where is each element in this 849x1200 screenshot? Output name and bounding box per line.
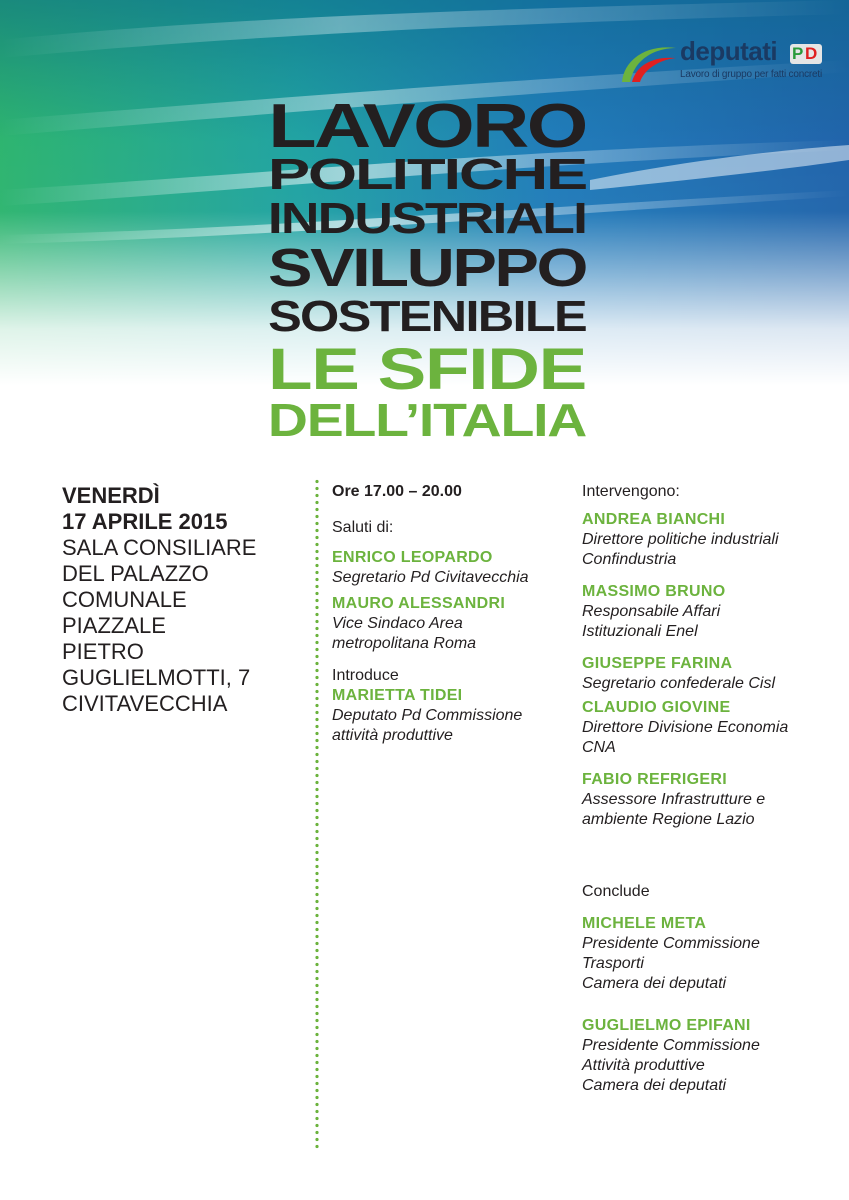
- greetings-label: Saluti di:: [332, 519, 394, 536]
- title-line-4: SVILUPPO: [268, 238, 586, 298]
- speaker-name: CLAUDIO GIOVINE: [582, 699, 731, 716]
- venue-line: SALA CONSILIARE: [62, 535, 257, 560]
- speaker-role: Responsabile Affari: [582, 603, 721, 620]
- title-line-7: DELL’ITALIA: [267, 394, 587, 446]
- speaker-name: ENRICO LEOPARDO: [332, 549, 493, 566]
- speaker-name: ANDREA BIANCHI: [582, 511, 726, 528]
- conclude-label: Conclude: [582, 883, 650, 900]
- speaker-name: FABIO REFRIGERI: [582, 771, 727, 788]
- speaker-name: GUGLIELMO EPIFANI: [582, 1017, 751, 1034]
- venue-line: PIAZZALE: [62, 613, 166, 638]
- speaker-name: MARIETTA TIDEI: [332, 687, 463, 704]
- speaker-name: GIUSEPPE FARINA: [582, 655, 733, 672]
- speaker-name: MASSIMO BRUNO: [582, 583, 726, 600]
- poster-title: [262, 92, 592, 446]
- intro-label: Introduce: [332, 667, 399, 684]
- speaker-name: MICHELE META: [582, 915, 707, 932]
- speakers-column: [582, 482, 832, 1096]
- speaker-role: attività produttive: [332, 727, 453, 744]
- venue-line: GUGLIELMOTTI, 7: [62, 665, 251, 690]
- speaker-role: ambiente Regione Lazio: [582, 811, 755, 828]
- venue-line: COMUNALE: [62, 587, 187, 612]
- speaker-role: Assessore Infrastrutture e: [582, 791, 766, 808]
- event-details: [62, 483, 302, 717]
- venue-line: DEL PALAZZO: [62, 561, 209, 586]
- event-day: VENERDÌ: [62, 483, 160, 508]
- pd-badge-p: P: [792, 44, 804, 63]
- speaker-name: MAURO ALESSANDRI: [332, 595, 506, 612]
- venue-line: CIVITAVECCHIA: [62, 691, 228, 716]
- speaker-role: Segretario confederale Cisl: [582, 675, 775, 692]
- speaker-role: metropolitana Roma: [332, 635, 477, 652]
- title-line-2: POLITICHE: [267, 150, 587, 199]
- pd-badge: [790, 44, 822, 64]
- speaker-role: Presidente Commissione: [582, 935, 760, 952]
- speaker-role: Istituzionali Enel: [582, 623, 698, 640]
- logo-tagline: Lavoro di gruppo per fatti concreti: [680, 69, 822, 80]
- speakers-label: Intervengono:: [582, 483, 680, 500]
- title-line-5: SOSTENIBILE: [268, 292, 586, 341]
- speaker-role: Vice Sindaco Area: [332, 615, 463, 632]
- speaker-role: Segretario Pd Civitavecchia: [332, 569, 529, 586]
- title-line-1: LAVORO: [268, 92, 586, 161]
- deputati-pd-logo: [618, 38, 833, 88]
- speaker-role: Presidente Commissione: [582, 1037, 760, 1054]
- pd-badge-d: D: [805, 44, 818, 63]
- speaker-role: Direttore Divisione Economia: [582, 719, 789, 736]
- speaker-role: Confindustria: [582, 551, 677, 568]
- speaker-role: Attività produttive: [582, 1057, 705, 1074]
- speaker-role: Camera dei deputati: [582, 1077, 727, 1094]
- dotted-divider: [315, 478, 319, 1150]
- program-column: [332, 482, 572, 746]
- venue-line: PIETRO: [62, 639, 144, 664]
- event-date: 17 APRILE 2015: [62, 509, 228, 534]
- speaker-role: Deputato Pd Commissione: [332, 707, 523, 724]
- speaker-role: Direttore politiche industriali: [582, 531, 779, 548]
- title-line-6: LE SFIDE: [267, 337, 587, 402]
- speaker-role: CNA: [582, 739, 616, 756]
- logo-swoosh-icon: [618, 38, 678, 88]
- logo-wordmark: deputati: [680, 36, 778, 66]
- speaker-role: Camera dei deputati: [582, 975, 727, 992]
- event-time: Ore 17.00 – 20.00: [332, 483, 462, 500]
- title-line-3: INDUSTRIALI: [267, 194, 587, 243]
- speaker-role: Trasporti: [582, 955, 644, 972]
